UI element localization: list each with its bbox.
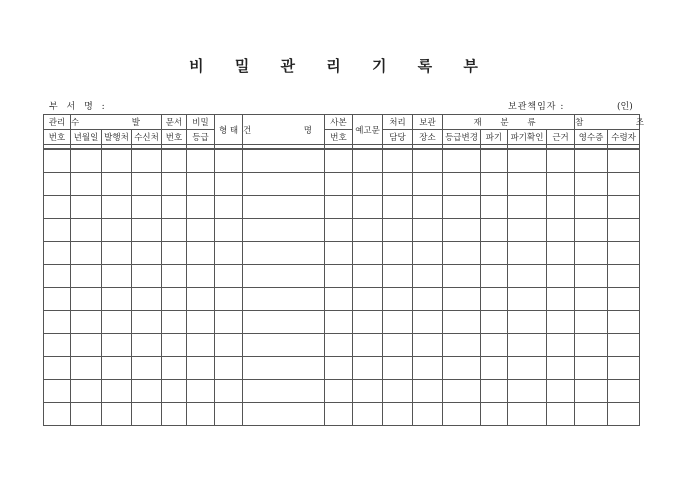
header-copy-no-bottom: 번호 <box>325 130 353 145</box>
table-cell <box>547 288 575 311</box>
table-cell <box>608 380 640 403</box>
table-cell <box>71 311 102 334</box>
table-cell <box>215 380 243 403</box>
table-cell <box>325 149 353 173</box>
table-cell <box>187 311 215 334</box>
table-cell <box>243 242 325 265</box>
table-row <box>44 242 640 265</box>
table-cell <box>443 334 481 357</box>
header-storage-bottom: 장소 <box>413 130 443 145</box>
table-cell <box>575 149 608 173</box>
table-row <box>44 311 640 334</box>
table-cell <box>608 311 640 334</box>
table-cell <box>443 311 481 334</box>
header-redistribution: 재 분 류 <box>443 115 575 130</box>
table-cell <box>443 380 481 403</box>
table-cell <box>575 173 608 196</box>
table-cell <box>71 357 102 380</box>
table-cell <box>547 242 575 265</box>
table-cell <box>413 265 443 288</box>
header-recipient: 수령자 <box>608 130 640 145</box>
table-cell <box>508 173 547 196</box>
table-cell <box>353 149 383 173</box>
table-cell <box>71 173 102 196</box>
table-cell <box>325 173 353 196</box>
table-cell <box>575 403 608 426</box>
table-cell <box>215 173 243 196</box>
header-copy-no-top: 사본 <box>325 115 353 130</box>
table-cell <box>575 334 608 357</box>
table-cell <box>102 149 132 173</box>
table-cell <box>71 242 102 265</box>
table-cell <box>575 265 608 288</box>
table-cell <box>547 403 575 426</box>
table-cell <box>102 403 132 426</box>
header-storage-top: 보관 <box>413 115 443 130</box>
table-cell <box>547 380 575 403</box>
table-cell <box>187 380 215 403</box>
table-cell <box>325 311 353 334</box>
table-cell <box>243 265 325 288</box>
table-cell <box>481 242 508 265</box>
table-cell <box>44 380 71 403</box>
table-cell <box>243 357 325 380</box>
table-cell <box>102 265 132 288</box>
secret-record-table <box>43 114 666 426</box>
table-cell <box>215 242 243 265</box>
header-grade-change: 등급변경 <box>443 130 481 145</box>
table-cell <box>162 219 187 242</box>
table-cell <box>608 357 640 380</box>
table-cell <box>71 265 102 288</box>
table-cell <box>44 403 71 426</box>
table-cell <box>608 403 640 426</box>
table-cell <box>353 265 383 288</box>
table-cell <box>481 196 508 219</box>
table-cell <box>132 357 162 380</box>
header-reference: 참 조 <box>575 115 640 130</box>
table-cell <box>508 311 547 334</box>
table-cell <box>243 196 325 219</box>
table-cell <box>383 149 413 173</box>
table-cell <box>187 196 215 219</box>
table-cell <box>71 403 102 426</box>
table-cell <box>325 196 353 219</box>
table-cell <box>325 380 353 403</box>
header-form: 형 태 <box>215 115 243 145</box>
header-secret-grade-bottom: 등급 <box>187 130 215 145</box>
table-cell <box>187 242 215 265</box>
table-cell <box>413 357 443 380</box>
table-cell <box>547 311 575 334</box>
table-cell <box>353 311 383 334</box>
table-cell <box>44 196 71 219</box>
table-cell <box>102 311 132 334</box>
table-cell <box>443 149 481 173</box>
table-cell <box>102 173 132 196</box>
table-cell <box>508 334 547 357</box>
table-cell <box>44 219 71 242</box>
table-cell <box>443 403 481 426</box>
table-cell <box>71 219 102 242</box>
table-cell <box>547 265 575 288</box>
header-destruction-check: 파기확인 <box>508 130 547 145</box>
header-subject: 건 명 <box>243 115 325 145</box>
table-cell <box>508 242 547 265</box>
table-cell <box>608 173 640 196</box>
table-cell <box>44 149 71 173</box>
table-cell <box>353 380 383 403</box>
table-cell <box>353 334 383 357</box>
header-mgmt-no-bottom: 번호 <box>44 130 71 145</box>
header-receipt-dispatch: 수 발 <box>71 115 162 130</box>
table-cell <box>187 149 215 173</box>
header-receipt: 영수증 <box>575 130 608 145</box>
table-cell <box>215 288 243 311</box>
table-cell <box>547 173 575 196</box>
table-cell <box>325 288 353 311</box>
table-cell <box>413 219 443 242</box>
table-cell <box>215 196 243 219</box>
table-cell <box>508 265 547 288</box>
table-cell <box>243 288 325 311</box>
table-cell <box>608 219 640 242</box>
table-cell <box>413 334 443 357</box>
header-row-top <box>44 115 640 130</box>
header-basis: 근거 <box>547 130 575 145</box>
table-cell <box>353 242 383 265</box>
table-cell <box>508 380 547 403</box>
table-cell <box>187 334 215 357</box>
table-cell <box>413 403 443 426</box>
table-cell <box>608 265 640 288</box>
table-cell <box>547 334 575 357</box>
table-cell <box>353 173 383 196</box>
table-row <box>44 149 640 173</box>
table-row <box>44 196 640 219</box>
table-cell <box>44 242 71 265</box>
table-row <box>44 265 640 288</box>
table-cell <box>325 403 353 426</box>
table-cell <box>44 311 71 334</box>
table-cell <box>575 196 608 219</box>
table-cell <box>162 357 187 380</box>
table-cell <box>353 196 383 219</box>
table-cell <box>243 219 325 242</box>
table-cell <box>383 173 413 196</box>
table-cell <box>413 196 443 219</box>
table-cell <box>383 242 413 265</box>
table-cell <box>383 265 413 288</box>
table-cell <box>162 311 187 334</box>
table-cell <box>608 288 640 311</box>
table-cell <box>132 311 162 334</box>
table-cell <box>575 242 608 265</box>
table-cell <box>443 173 481 196</box>
table-cell <box>481 265 508 288</box>
table-cell <box>132 242 162 265</box>
table-cell <box>71 196 102 219</box>
table-row <box>44 334 640 357</box>
seal-label: (인) <box>617 102 633 112</box>
table-cell <box>162 403 187 426</box>
table-cell <box>413 149 443 173</box>
table-cell <box>71 334 102 357</box>
table-cell <box>325 357 353 380</box>
table-cell <box>413 311 443 334</box>
table-cell <box>443 196 481 219</box>
table-cell <box>383 219 413 242</box>
table-cell <box>102 357 132 380</box>
table-cell <box>575 219 608 242</box>
table-row <box>44 357 640 380</box>
table-cell <box>44 288 71 311</box>
table-cell <box>162 334 187 357</box>
header-row-bottom <box>44 130 640 145</box>
table-cell <box>44 265 71 288</box>
table-cell <box>443 242 481 265</box>
table-cell <box>383 357 413 380</box>
table-cell <box>187 357 215 380</box>
table-cell <box>215 403 243 426</box>
table-cell <box>383 288 413 311</box>
table-cell <box>575 380 608 403</box>
table-cell <box>508 196 547 219</box>
table-cell <box>162 288 187 311</box>
table-cell <box>162 149 187 173</box>
table-cell <box>132 288 162 311</box>
table-cell <box>413 242 443 265</box>
table-cell <box>481 311 508 334</box>
table-cell <box>353 357 383 380</box>
table-cell <box>325 265 353 288</box>
table-cell <box>325 242 353 265</box>
table-cell <box>575 311 608 334</box>
header-destruction: 파기 <box>481 130 508 145</box>
table-row <box>44 288 640 311</box>
table-cell <box>413 173 443 196</box>
table-cell <box>215 219 243 242</box>
table-cell <box>132 403 162 426</box>
table-cell <box>187 265 215 288</box>
table-cell <box>353 288 383 311</box>
table-cell <box>481 357 508 380</box>
table-cell <box>71 288 102 311</box>
table-cell <box>187 403 215 426</box>
table-cell <box>508 219 547 242</box>
header-sender: 발행처 <box>102 130 132 145</box>
header-handler-top: 처리 <box>383 115 413 130</box>
table-cell <box>215 149 243 173</box>
table-cell <box>608 242 640 265</box>
department-label: 부 서 명 : <box>49 102 108 112</box>
header-handler-bottom: 담당 <box>383 130 413 145</box>
table-cell <box>547 357 575 380</box>
table-cell <box>481 219 508 242</box>
table-cell <box>162 242 187 265</box>
table-cell <box>102 196 132 219</box>
table-cell <box>102 334 132 357</box>
table-cell <box>508 149 547 173</box>
table-cell <box>71 149 102 173</box>
table-cell <box>162 196 187 219</box>
table-cell <box>443 288 481 311</box>
table-cell <box>162 265 187 288</box>
table-cell <box>325 334 353 357</box>
table-cell <box>132 196 162 219</box>
table-cell <box>243 311 325 334</box>
table-cell <box>481 380 508 403</box>
table-cell <box>443 219 481 242</box>
table-cell <box>575 357 608 380</box>
table-cell <box>243 173 325 196</box>
table-cell <box>132 380 162 403</box>
table-cell <box>383 196 413 219</box>
table-cell <box>413 380 443 403</box>
table-row <box>44 380 640 403</box>
table-cell <box>132 149 162 173</box>
table-cell <box>215 334 243 357</box>
table-cell <box>547 219 575 242</box>
table-row <box>44 219 640 242</box>
table-cell <box>162 380 187 403</box>
table-cell <box>71 380 102 403</box>
table-cell <box>243 149 325 173</box>
table-cell <box>353 219 383 242</box>
table-cell <box>102 288 132 311</box>
table-cell <box>508 357 547 380</box>
header-notice: 예고문 <box>353 115 383 145</box>
table-cell <box>481 149 508 173</box>
table-cell <box>383 380 413 403</box>
table-cell <box>132 173 162 196</box>
table-cell <box>383 334 413 357</box>
table-cell <box>353 403 383 426</box>
table-cell <box>383 403 413 426</box>
table-cell <box>132 219 162 242</box>
header-secret-grade-top: 비밀 <box>187 115 215 130</box>
table-cell <box>575 288 608 311</box>
table-row <box>44 173 640 196</box>
table-cell <box>44 334 71 357</box>
table-cell <box>443 357 481 380</box>
table-cell <box>508 288 547 311</box>
table-cell <box>102 219 132 242</box>
table-cell <box>608 149 640 173</box>
table-cell <box>215 265 243 288</box>
table-cell <box>383 311 413 334</box>
table-cell <box>481 288 508 311</box>
document-title: 비 밀 관 리 기 록 부 <box>189 57 491 75</box>
table-cell <box>547 149 575 173</box>
table-cell <box>132 334 162 357</box>
table-cell <box>243 334 325 357</box>
table-cell <box>608 334 640 357</box>
table-cell <box>547 196 575 219</box>
table-cell <box>44 357 71 380</box>
table-cell <box>243 380 325 403</box>
header-doc-no-bottom: 번호 <box>162 130 187 145</box>
table-cell <box>481 334 508 357</box>
table-cell <box>481 403 508 426</box>
table-cell <box>443 265 481 288</box>
table-cell <box>187 173 215 196</box>
table-cell <box>243 403 325 426</box>
table-cell <box>132 265 162 288</box>
table-cell <box>162 173 187 196</box>
header-date: 년월일 <box>71 130 102 145</box>
table-cell <box>325 219 353 242</box>
table-cell <box>102 380 132 403</box>
table-row <box>44 403 640 426</box>
header-receiver: 수신처 <box>132 130 162 145</box>
table-cell <box>508 403 547 426</box>
table-cell <box>215 357 243 380</box>
table-cell <box>187 288 215 311</box>
table-cell <box>215 311 243 334</box>
table-cell <box>102 242 132 265</box>
table-cell <box>608 196 640 219</box>
header-mgmt-no-top: 관리 <box>44 115 71 130</box>
table-cell <box>481 173 508 196</box>
table-cell <box>44 173 71 196</box>
table-cell <box>413 288 443 311</box>
manager-label: 보관책임자 : <box>508 102 565 112</box>
header-doc-no-top: 문서 <box>162 115 187 130</box>
table-cell <box>187 219 215 242</box>
ledger-body <box>44 149 640 426</box>
